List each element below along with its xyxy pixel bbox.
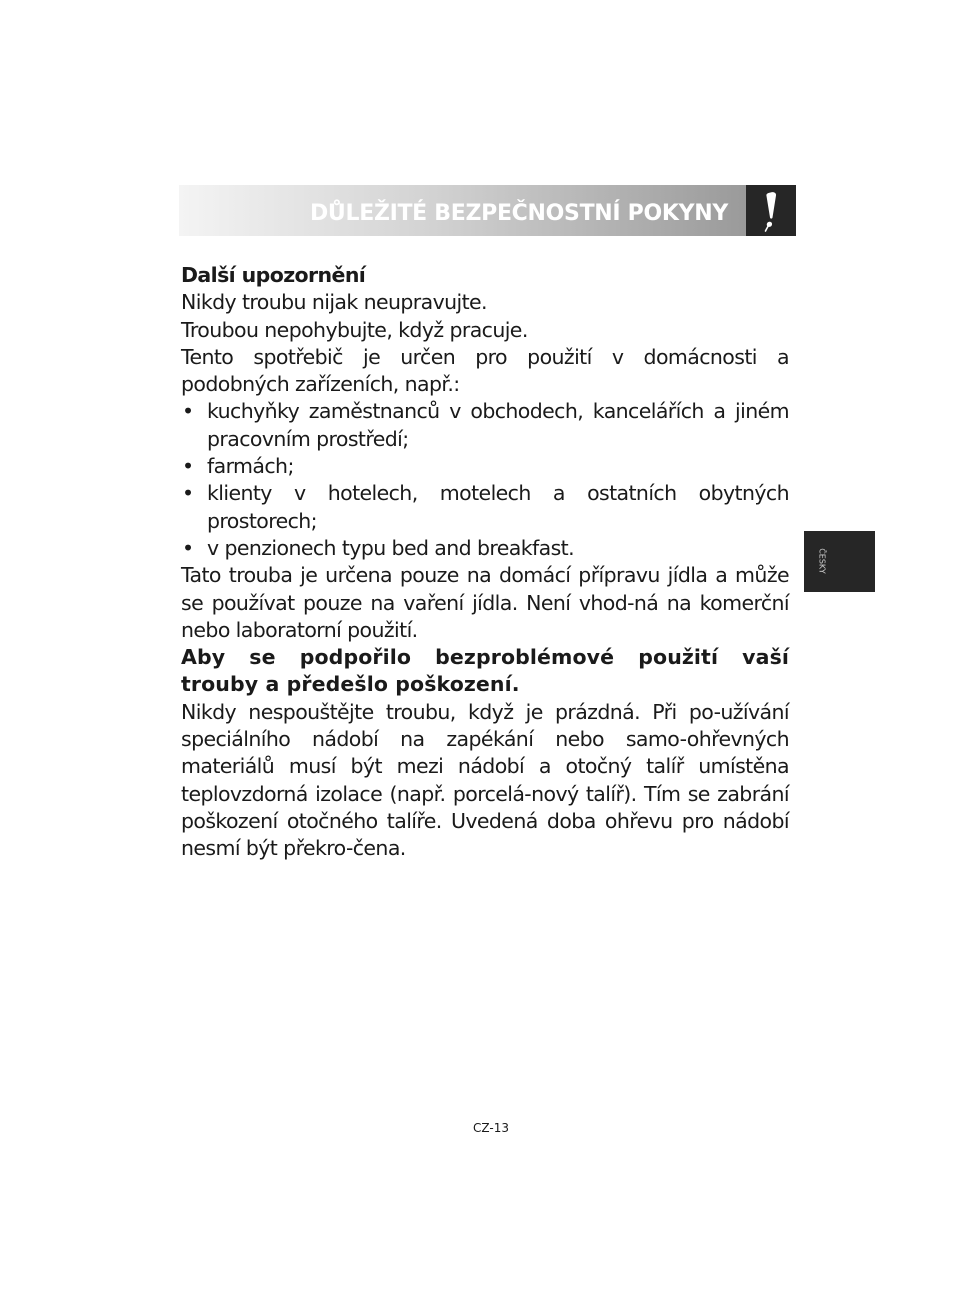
language-side-tab [804, 531, 875, 592]
exclamation-icon [746, 185, 796, 236]
bullet-dot: • [182, 399, 194, 424]
main-content [181, 262, 789, 863]
bold-subheading: Aby se podpořilo bezproblémové použití vaší trouby a předešlo poškození. [181, 645, 789, 697]
section-heading: Další upozornění [181, 263, 366, 287]
final-paragraph: Nikdy nespouštějte troubu, když je prázdná. Při po-užívání speciálního nádobí na zapékání nebo samo-ohřevných materiálů musí být mezi nádobí a otočný talíř umístěna teplovzdorná izolace (např. porcelá-nový talíř). Tím se zabrání poškození otočného talíře. Uvedená doba ohřevu pro nádobí nesmí být překro-čena. [181, 699, 789, 861]
header-icon-box [746, 185, 796, 236]
text-line: Nikdy troubu nijak neupravujte. [181, 290, 487, 315]
list-item [181, 535, 789, 562]
text-line: Tento spotřebič je určen pro použití v domácnosti a podobných zařízeních, např.: [181, 344, 789, 397]
bullet-dot: • [182, 535, 194, 560]
list-item-text: klienty v hotelech, motelech a ostatních obytných prostorech; [207, 481, 789, 533]
section-header-title: DŮLEŽITÉ BEZPEČNOSTNÍ POKYNY [309, 201, 728, 226]
text-line: Troubou nepohybujte, když pracuje. [181, 317, 528, 342]
list-item [181, 480, 789, 535]
usage-list [181, 398, 789, 562]
list-item [181, 453, 789, 480]
bullet-dot: • [182, 481, 194, 506]
list-item-text: v penzionech typu bed and breakfast. [207, 535, 575, 560]
list-item-text: farmách; [207, 454, 294, 479]
bullet-dot: • [182, 454, 194, 479]
list-item-text: kuchyňky zaměstnanců v obchodech, kancelářích a jiném pracovním prostředí; [207, 399, 789, 451]
language-label: ČESKY [817, 548, 827, 574]
usage-note: Tato trouba je určena pouze na domácí přípravu jídla a může se používat pouze na vaření jídla. Není vhod-ná na komerční nebo laboratorní použití. [181, 563, 789, 642]
page-number: CZ-13 [473, 1121, 509, 1135]
section-header-bar [179, 185, 746, 236]
list-item [181, 398, 789, 453]
